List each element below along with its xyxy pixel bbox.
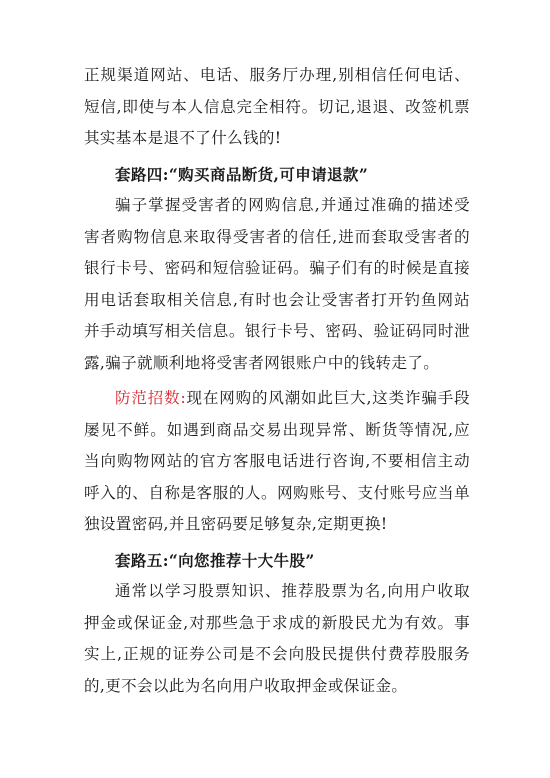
paragraph-intro: 正规渠道网站、电话、服务厅办理,别相信任何电话、短信,即使与本人信息完全相符。切记,退退、改签机票其实基本是退不了什么钱的! bbox=[84, 66, 470, 147]
paragraph-routine-five: 通常以学习股票知识、推荐股票为名,向用户收取押金或保证金,对那些急于求成的新股民尤为有效。事实上,正规的证券公司是不会向股民提供付费荐股服务的,更不会以此为名向用户收取押金或保证金。 bbox=[84, 582, 470, 695]
paragraph-prevention bbox=[84, 383, 470, 541]
prevention-label: 防范招数: bbox=[115, 389, 187, 407]
heading-routine-four: 套路四:“购买商品断货,可申请退款” bbox=[115, 164, 369, 184]
paragraph-routine-four: 骗子掌握受害者的网购信息,并通过准确的描述受害者购物信息来取得受害者的信任,进而套取受害者的银行卡号、密码和短信验证码。骗子们有的时候是直接用电话套取相关信息,有时也会让受害者打开钓鱼网站并手动填写相关信息。银行卡号、密码、验证码同时泄露,骗子就顺利地将受害者网银账户中的钱转走了。 bbox=[84, 196, 470, 372]
document-page bbox=[84, 60, 470, 702]
prevention-body: 现在网购的风潮如此巨大,这类诈骗手段屡见不鲜。如遇到商品交易出现异常、断货等情况,应当向购物网站的官方客服电话进行咨询,不要相信主动呼入的、自称是客服的人。网购账号、支付账号应当单独设置密码,并且密码要足够复杂,定期更换! bbox=[84, 389, 470, 533]
heading-routine-five: 套路五:“向您推荐十大牛股” bbox=[115, 550, 315, 570]
